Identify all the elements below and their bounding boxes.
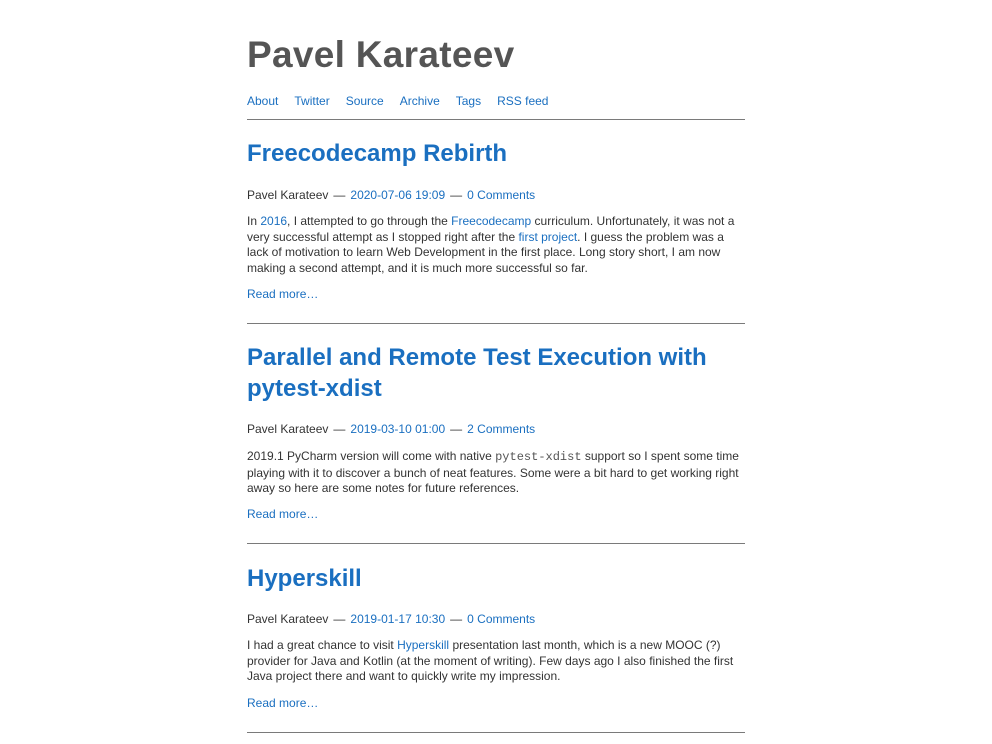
- post-excerpt: [247, 638, 745, 685]
- nav-link-source[interactable]: Source: [345, 94, 384, 108]
- meta-separator: —: [450, 612, 463, 626]
- excerpt-text: presentation last month, which is a new MOOC (?) provider for Java and Kotlin (at the moment of writing). Few days ago I also finished the first Java project there and want to quickly write my impression.: [247, 638, 734, 683]
- link-freecodecamp[interactable]: Freecodecamp: [451, 214, 532, 228]
- post-comments-link[interactable]: 0 Comments: [467, 612, 536, 626]
- meta-separator: —: [450, 188, 463, 202]
- meta-separator: —: [333, 422, 346, 436]
- post-excerpt: [247, 214, 745, 276]
- meta-separator: —: [333, 612, 346, 626]
- post-divider: [247, 323, 745, 324]
- excerpt-text: , I attempted to go through the: [287, 214, 452, 228]
- post-title[interactable]: Parallel and Remote Test Execution with pytest-xdist: [247, 344, 707, 402]
- nav-link-tags[interactable]: Tags: [455, 94, 482, 108]
- post-excerpt: [247, 449, 745, 497]
- nav-link-about[interactable]: About: [247, 94, 279, 108]
- post-title[interactable]: Freecodecamp Rebirth: [247, 140, 508, 167]
- post-author: Pavel Karateev: [247, 188, 329, 202]
- post-meta: [247, 612, 535, 626]
- inline-code-pytest-xdist: pytest-xdist: [495, 450, 582, 464]
- post-date-link[interactable]: 2019-03-10 01:00: [350, 422, 446, 436]
- header-divider: [247, 119, 745, 120]
- excerpt-text: curriculum. Unfortunately, it was not a very successful attempt as I stopped right after the: [247, 214, 735, 244]
- nav-link-archive[interactable]: Archive: [399, 94, 440, 108]
- meta-separator: —: [450, 422, 463, 436]
- link-first-project[interactable]: first project: [518, 229, 578, 244]
- excerpt-text: support so I spent some time playing with it to discover a bunch of neat features. Some were a bit hard to get working right away so here are some notes for future references.: [247, 449, 739, 495]
- excerpt-text: . I guess the problem was a lack of motivation to learn Web Development in the first place. Long story short, I am now making a second attempt, and it is much more successful so far.: [247, 229, 724, 275]
- post-date-link[interactable]: 2020-07-06 19:09: [350, 188, 446, 202]
- post-divider: [247, 732, 745, 733]
- excerpt-text: 2019.1 PyCharm version will come with native: [247, 449, 496, 463]
- read-more-link[interactable]: Read more…: [247, 507, 319, 521]
- site-title[interactable]: Pavel Karateev: [247, 34, 515, 75]
- post-divider: [247, 543, 745, 544]
- nav-link-twitter[interactable]: Twitter: [294, 94, 330, 108]
- post-author: Pavel Karateev: [247, 612, 329, 626]
- excerpt-text: I had a great chance to visit: [247, 638, 398, 652]
- post-meta: [247, 188, 535, 202]
- read-more-link[interactable]: Read more…: [247, 287, 319, 301]
- link-hyperskill[interactable]: Hyperskill: [397, 638, 450, 652]
- read-more-link[interactable]: Read more…: [247, 696, 319, 710]
- main-nav: [247, 94, 564, 108]
- post-date-link[interactable]: 2019-01-17 10:30: [350, 612, 446, 626]
- post-author: Pavel Karateev: [247, 422, 329, 436]
- nav-link-rss-feed[interactable]: RSS feed: [497, 94, 549, 108]
- post-comments-link[interactable]: 0 Comments: [467, 188, 536, 202]
- meta-separator: —: [333, 188, 346, 202]
- post-comments-link[interactable]: 2 Comments: [467, 422, 536, 436]
- excerpt-text: In: [247, 214, 261, 228]
- link-2016[interactable]: 2016: [260, 214, 288, 228]
- post-meta: [247, 422, 535, 436]
- post-title[interactable]: Hyperskill: [247, 565, 362, 592]
